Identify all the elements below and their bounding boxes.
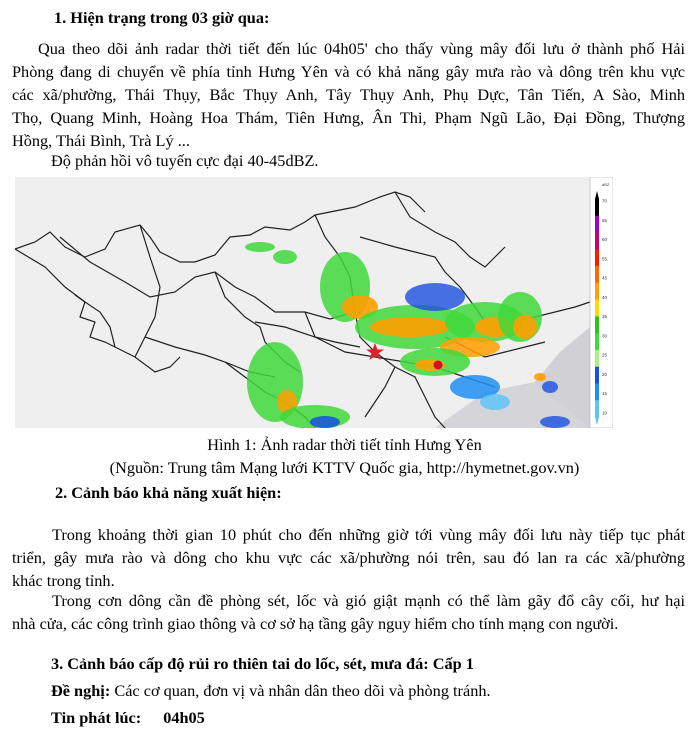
colorbar-tick-label: 20	[602, 371, 608, 377]
section2-line: Trong khoảng thời gian 10 phút cho đến những giờ tới vùng mây đối lưu này tiếp tục phát	[52, 525, 685, 544]
colorbar-segment	[595, 367, 599, 384]
colorbar-segment	[595, 400, 599, 417]
colorbar-tick-label: 40	[602, 294, 608, 300]
section1-line: Phòng đang di chuyển về phía tỉnh Hưng Yên và có khả năng gây mưa rào và dông trên khu vực	[12, 62, 685, 81]
section2-paragraph-1	[12, 523, 685, 592]
colorbar-tick-label: 65	[602, 217, 608, 223]
colorbar-segment	[595, 233, 599, 250]
section1-paragraph	[12, 37, 685, 152]
recommendation	[51, 681, 491, 701]
colorbar-segment	[595, 316, 599, 333]
colorbar-segment	[595, 383, 599, 400]
issued-label: Tin phát lúc:	[51, 708, 142, 727]
section1-line: Qua theo dõi ảnh radar thời tiết đến lúc 04h05' cho thấy vùng mây đối lưu ở thành phố Hải	[38, 39, 685, 58]
colorbar-segment	[595, 266, 599, 283]
section2-paragraph-2	[12, 589, 685, 635]
colorbar-tick-label: 25	[602, 352, 608, 358]
section3-heading: 3. Cảnh báo cấp độ rủi ro thiên tai do lốc, sét, mưa đá: Cấp 1	[51, 654, 474, 673]
issued-time: 04h05	[163, 708, 205, 727]
figure-source: (Nguồn: Trung tâm Mạng lưới KTTV Quốc gia, http://hymetnet.gov.vn)	[109, 458, 580, 477]
section1-line: các xã/phường, Thái Thụy, Bắc Thụy Anh, Tây Thụy Anh, Phụ Dực, Tân Tiến, A Sào, Minh	[12, 85, 685, 104]
section1-line: Hồng, Thái Bình, Trà Lý ...	[12, 131, 190, 150]
colorbar-segment	[595, 216, 599, 233]
colorbar-segment	[595, 283, 599, 300]
colorbar-tick-label: 60	[602, 237, 608, 243]
colorbar-segment	[595, 350, 599, 367]
radar-map-svg	[15, 177, 613, 428]
colorbar	[595, 191, 599, 425]
colorbar-unit: dBZ	[602, 182, 610, 187]
section2-line: Trong cơn dông cần đề phòng sét, lốc và gió giật mạnh có thể làm gãy đổ cây cối, hư hại	[52, 591, 685, 610]
colorbar-tick-label: 10	[602, 410, 608, 416]
section2-line: nhà cửa, các công trình giao thông và cơ sở hạ tầng gây nguy hiểm cho tính mạng con người.	[12, 614, 619, 633]
colorbar-tick-label: 15	[602, 391, 608, 397]
section1-heading: 1. Hiện trạng trong 03 giờ qua:	[54, 8, 270, 27]
colorbar-tick-label: 70	[602, 198, 608, 204]
colorbar-tick-label: 35	[602, 314, 608, 320]
section2-line: khác trong tỉnh.	[12, 571, 115, 590]
issued-time-row	[51, 708, 205, 728]
section1-line: Thọ, Quang Minh, Hoàng Hoa Thám, Tiên Hưng, Ân Thi, Phạm Ngũ Lão, Đại Đồng, Thượng	[12, 108, 685, 127]
colorbar-segment	[595, 249, 599, 266]
colorbar-segment	[595, 333, 599, 350]
recommend-text: Các cơ quan, đơn vị và nhân dân theo dõi và phòng tránh.	[110, 681, 491, 700]
recommend-label: Đề nghị:	[51, 681, 111, 700]
colorbar-segment	[595, 300, 599, 317]
figure-caption: Hình 1: Ảnh radar thời tiết tỉnh Hưng Yên	[207, 435, 482, 454]
colorbar-segment	[595, 199, 599, 216]
colorbar-tick-label: 45	[602, 275, 608, 281]
colorbar-tick-label: 55	[602, 256, 608, 262]
section2-line: triển, gây mưa rào và dông cho khu vực các xã/phường nói trên, sau đó lan ra các xã/phường	[12, 548, 685, 567]
colorbar-tick-label: 30	[602, 333, 608, 339]
section2-heading: 2. Cảnh báo khả năng xuất hiện:	[55, 483, 282, 502]
location-dot-icon	[434, 361, 443, 370]
reflectivity-text: Độ phản hồi vô tuyến cực đại 40-45dBZ.	[51, 151, 319, 170]
radar-map-image	[15, 177, 613, 428]
